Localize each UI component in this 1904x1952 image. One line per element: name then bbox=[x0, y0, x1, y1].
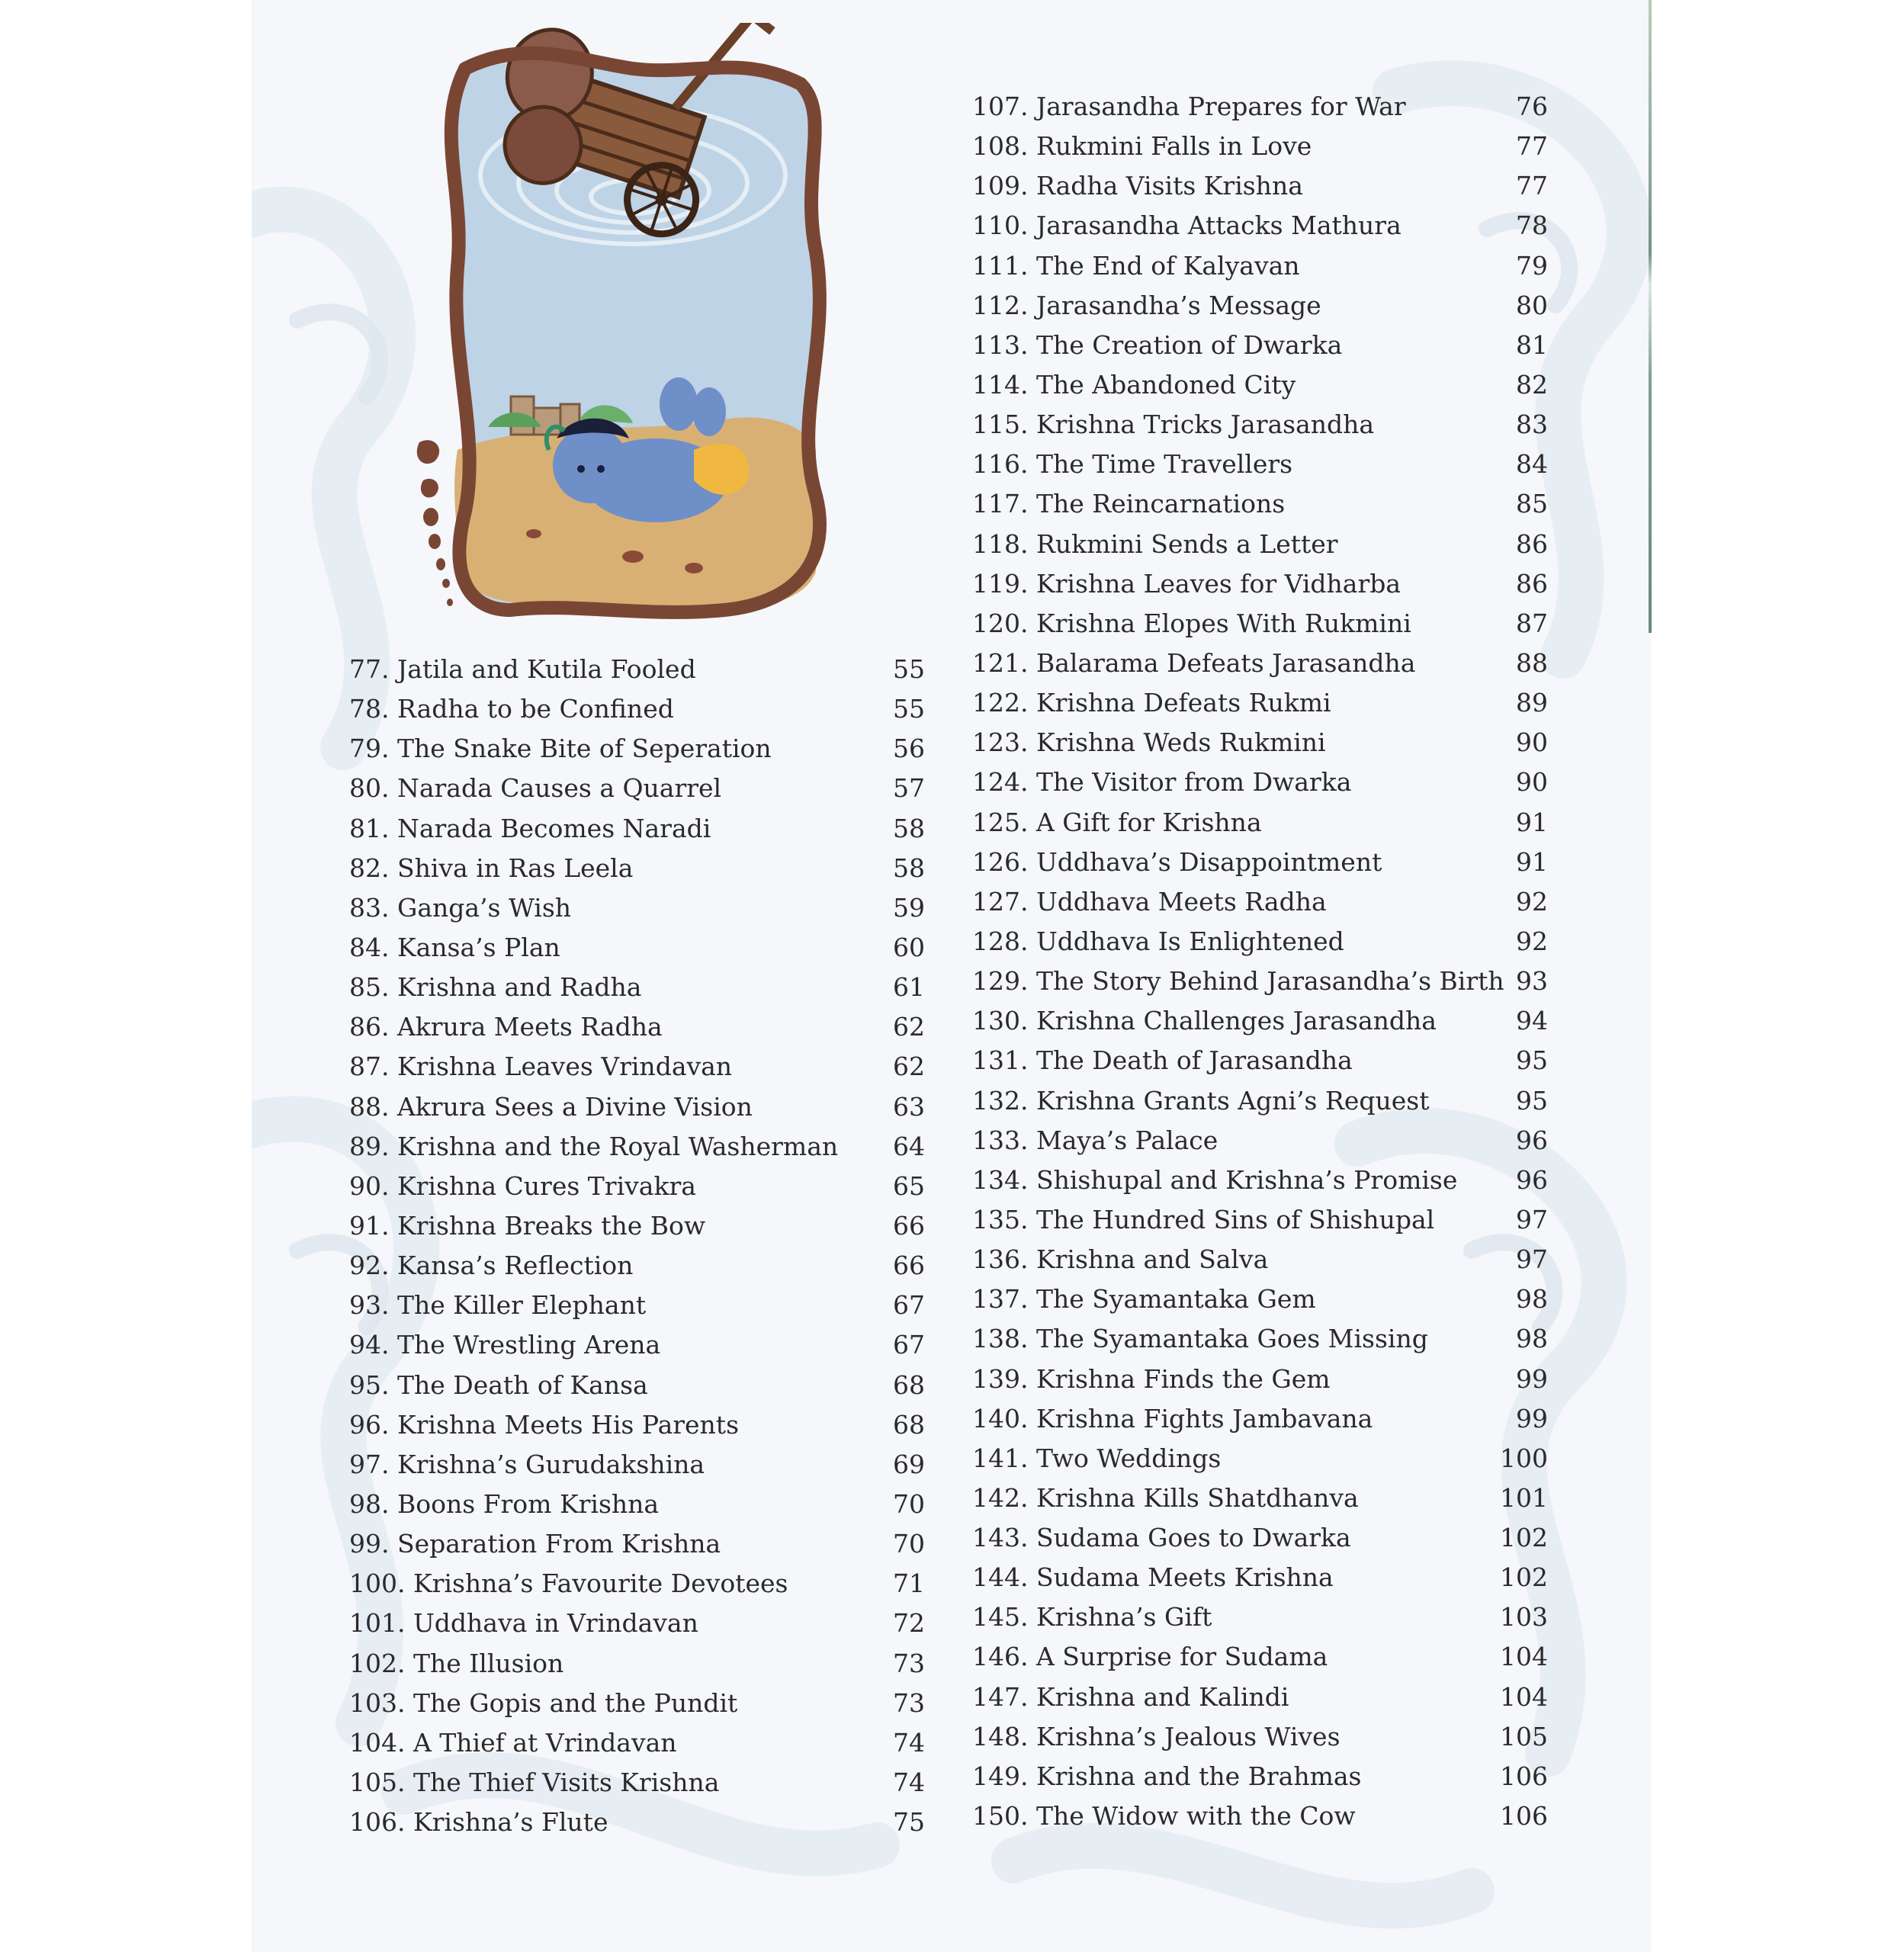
toc-entry-page: 103 bbox=[1500, 1602, 1548, 1633]
toc-entry-page: 61 bbox=[893, 972, 925, 1003]
toc-entry-title: 141. Two Weddings bbox=[972, 1443, 1222, 1473]
toc-entry-page: 87 bbox=[1516, 608, 1548, 638]
toc-entry bbox=[972, 843, 1548, 882]
toc-entry bbox=[972, 1478, 1548, 1518]
toc-entry-page: 80 bbox=[1516, 290, 1548, 320]
toc-entry bbox=[972, 1360, 1548, 1399]
toc-entry bbox=[349, 769, 925, 808]
toc-entry-page: 99 bbox=[1516, 1403, 1548, 1434]
toc-entry bbox=[349, 1286, 925, 1325]
toc-entry bbox=[349, 1723, 925, 1763]
toc-entry-title: 139. Krishna Finds the Gem bbox=[972, 1363, 1331, 1394]
toc-entry-page: 71 bbox=[893, 1568, 925, 1599]
toc-entry bbox=[972, 683, 1548, 723]
toc-entry-title: 101. Uddhava in Vrindavan bbox=[349, 1608, 698, 1639]
toc-entry-title: 91. Krishna Breaks the Bow bbox=[349, 1210, 706, 1241]
toc-entry bbox=[972, 803, 1548, 843]
toc-entry bbox=[349, 1604, 925, 1643]
toc-entry-title: 149. Krishna and the Brahmas bbox=[972, 1761, 1362, 1791]
toc-entry bbox=[972, 1597, 1548, 1637]
toc-entry-title: 107. Jarasandha Prepares for War bbox=[972, 92, 1406, 121]
toc-entry bbox=[972, 127, 1548, 166]
toc-entry-page: 78 bbox=[1516, 210, 1548, 241]
toc-entry-title: 110. Jarasandha Attacks Mathura bbox=[972, 210, 1402, 241]
toc-entry-page: 84 bbox=[1516, 449, 1548, 480]
toc-entry bbox=[972, 1558, 1548, 1597]
toc-entry-page: 58 bbox=[893, 813, 925, 843]
toc-entry-title: 117. The Reincarnations bbox=[972, 489, 1286, 519]
toc-entry bbox=[349, 1246, 925, 1286]
toc-entry-title: 97. Krishna’s Gurudakshina bbox=[349, 1449, 705, 1479]
toc-entry bbox=[349, 1445, 925, 1485]
toc-entry-page: 96 bbox=[1516, 1164, 1548, 1195]
toc-entry bbox=[349, 1485, 925, 1524]
toc-entry bbox=[972, 604, 1548, 644]
toc-entry-title: 89. Krishna and the Royal Washerman bbox=[349, 1131, 839, 1161]
toc-entry-title: 79. The Snake Bite of Seperation bbox=[349, 734, 772, 764]
toc-entry-page: 57 bbox=[893, 773, 925, 804]
toc-entry-title: 129. The Story Behind Jarasandha’s Birth bbox=[972, 966, 1504, 997]
toc-entry bbox=[349, 1047, 925, 1087]
toc-entry-title: 109. Radha Visits Krishna bbox=[972, 171, 1303, 201]
toc-entry bbox=[972, 723, 1548, 762]
toc-entry-title: 128. Uddhava Is Enlightened bbox=[972, 926, 1344, 956]
toc-entry bbox=[349, 1167, 925, 1206]
toc-entry-page: 99 bbox=[1516, 1363, 1548, 1394]
toc-entry-title: 122. Krishna Defeats Rukmi bbox=[972, 688, 1331, 718]
toc-entry-page: 62 bbox=[893, 1012, 925, 1042]
toc-entry bbox=[972, 405, 1548, 445]
toc-entry-page: 101 bbox=[1500, 1482, 1548, 1513]
toc-entry-title: 83. Ganga’s Wish bbox=[349, 892, 572, 923]
toc-entry-title: 80. Narada Causes a Quarrel bbox=[349, 773, 722, 804]
toc-entry-page: 100 bbox=[1500, 1443, 1548, 1473]
toc-entry-title: 98. Boons From Krishna bbox=[349, 1488, 660, 1519]
toc-column-right bbox=[972, 87, 1548, 1836]
toc-entry-title: 92. Kansa’s Reflection bbox=[349, 1250, 634, 1281]
toc-entry-page: 74 bbox=[893, 1767, 925, 1797]
toc-entry-title: 135. The Hundred Sins of Shishupal bbox=[972, 1204, 1435, 1234]
toc-entry-page: 95 bbox=[1516, 1045, 1548, 1076]
toc-entry bbox=[972, 365, 1548, 405]
toc-entry-page: 97 bbox=[1516, 1204, 1548, 1234]
toc-entry-title: 81. Narada Becomes Naradi bbox=[349, 813, 711, 843]
toc-entry-page: 59 bbox=[893, 892, 925, 923]
toc-entry-page: 96 bbox=[1516, 1125, 1548, 1155]
toc-entry-title: 118. Rukmini Sends a Letter bbox=[972, 528, 1338, 559]
toc-entry bbox=[972, 206, 1548, 246]
toc-entry-page: 104 bbox=[1500, 1681, 1548, 1712]
toc-entry-page: 72 bbox=[893, 1608, 925, 1639]
toc-entry-title: 82. Shiva in Ras Leela bbox=[349, 852, 634, 883]
toc-entry-title: 108. Rukmini Falls in Love bbox=[972, 131, 1312, 162]
toc-entry bbox=[349, 1684, 925, 1723]
toc-entry-title: 106. Krishna’s Flute bbox=[349, 1807, 608, 1838]
toc-entry-title: 88. Akrura Sees a Divine Vision bbox=[349, 1091, 753, 1122]
toc-entry-title: 124. The Visitor from Dwarka bbox=[972, 767, 1352, 798]
toc-entry bbox=[972, 1637, 1548, 1677]
toc-entry-title: 111. The End of Kalyavan bbox=[972, 250, 1300, 281]
toc-entry bbox=[972, 1041, 1548, 1080]
toc-entry bbox=[972, 87, 1548, 127]
toc-entry-page: 62 bbox=[893, 1051, 925, 1082]
toc-entry-title: 142. Krishna Kills Shatdhanva bbox=[972, 1482, 1359, 1513]
toc-entry-title: 147. Krishna and Kalindi bbox=[972, 1681, 1289, 1712]
toc-entry-page: 93 bbox=[1516, 966, 1548, 997]
toc-entry-page: 70 bbox=[893, 1488, 925, 1519]
toc-entry bbox=[972, 445, 1548, 484]
toc-entry-title: 99. Separation From Krishna bbox=[349, 1529, 721, 1559]
toc-entry-title: 144. Sudama Meets Krishna bbox=[972, 1562, 1334, 1593]
toc-entry-title: 132. Krishna Grants Agni’s Request bbox=[972, 1085, 1430, 1116]
toc-entry-page: 91 bbox=[1516, 807, 1548, 837]
page-edge-strip bbox=[1649, 0, 1652, 633]
toc-entry bbox=[349, 689, 925, 729]
toc-entry bbox=[972, 484, 1548, 524]
toc-entry bbox=[972, 525, 1548, 564]
toc-entry-page: 81 bbox=[1516, 329, 1548, 360]
toc-entry-page: 79 bbox=[1516, 250, 1548, 281]
toc-entry-title: 114. The Abandoned City bbox=[972, 369, 1296, 400]
toc-entry-title: 140. Krishna Fights Jambavana bbox=[972, 1403, 1373, 1434]
toc-entry-title: 125. A Gift for Krishna bbox=[972, 807, 1262, 837]
toc-entry-page: 97 bbox=[1516, 1244, 1548, 1275]
toc-entry bbox=[349, 729, 925, 769]
toc-entry bbox=[349, 849, 925, 888]
toc-entry bbox=[349, 1564, 925, 1604]
toc-entry-page: 102 bbox=[1500, 1523, 1548, 1553]
toc-entry-page: 98 bbox=[1516, 1284, 1548, 1315]
toc-entry bbox=[972, 1121, 1548, 1161]
toc-entry-title: 133. Maya’s Palace bbox=[972, 1125, 1218, 1155]
toc-entry-page: 69 bbox=[893, 1449, 925, 1479]
toc-entry-title: 146. A Surprise for Sudama bbox=[972, 1642, 1328, 1672]
toc-entry-title: 131. The Death of Jarasandha bbox=[972, 1045, 1353, 1076]
toc-entry-page: 63 bbox=[893, 1091, 925, 1122]
toc-entry-page: 91 bbox=[1516, 846, 1548, 877]
toc-entry bbox=[972, 644, 1548, 683]
toc-entry bbox=[349, 1325, 925, 1365]
toc-entry bbox=[972, 882, 1548, 922]
toc-entry-page: 65 bbox=[893, 1170, 925, 1201]
toc-entry-page: 70 bbox=[893, 1529, 925, 1559]
toc-entry-title: 86. Akrura Meets Radha bbox=[349, 1012, 663, 1042]
toc-entry-page: 68 bbox=[893, 1409, 925, 1440]
toc-entry-title: 116. The Time Travellers bbox=[972, 449, 1293, 480]
toc-entry bbox=[972, 246, 1548, 286]
toc-entry-page: 56 bbox=[893, 734, 925, 764]
toc-entry bbox=[972, 762, 1548, 802]
toc-entry-page: 77 bbox=[1516, 131, 1548, 162]
toc-entry bbox=[972, 962, 1548, 1001]
toc-entry-page: 98 bbox=[1516, 1324, 1548, 1354]
toc-entry bbox=[972, 1757, 1548, 1796]
toc-entry bbox=[972, 1717, 1548, 1757]
toc-entry bbox=[972, 922, 1548, 962]
toc-column-left bbox=[349, 650, 925, 1842]
toc-entry-page: 88 bbox=[1516, 647, 1548, 678]
toc-entry bbox=[972, 1081, 1548, 1121]
toc-entry bbox=[972, 286, 1548, 326]
toc-entry bbox=[972, 1319, 1548, 1359]
toc-entry bbox=[972, 1279, 1548, 1319]
toc-entry-page: 55 bbox=[893, 694, 925, 724]
toc-entry bbox=[349, 968, 925, 1007]
toc-entry bbox=[349, 928, 925, 968]
toc-entry-page: 60 bbox=[893, 932, 925, 962]
toc-entry-title: 100. Krishna’s Favourite Devotees bbox=[349, 1568, 788, 1599]
toc-entry-page: 106 bbox=[1500, 1761, 1548, 1791]
toc-entry bbox=[349, 1763, 925, 1803]
toc-entry-title: 113. The Creation of Dwarka bbox=[972, 329, 1343, 360]
toc-entry-title: 103. The Gopis and the Pundit bbox=[349, 1687, 738, 1718]
toc-entry-title: 138. The Syamantaka Goes Missing bbox=[972, 1324, 1428, 1354]
toc-entry bbox=[972, 1439, 1548, 1478]
toc-entry-page: 102 bbox=[1500, 1562, 1548, 1593]
toc-entry-page: 85 bbox=[1516, 489, 1548, 519]
toc-entry-title: 90. Krishna Cures Trivakra bbox=[349, 1170, 696, 1201]
toc-entry bbox=[972, 564, 1548, 604]
toc-entry-page: 66 bbox=[893, 1250, 925, 1281]
toc-entry-title: 120. Krishna Elopes With Rukmini bbox=[972, 608, 1411, 638]
toc-entry-title: 105. The Thief Visits Krishna bbox=[349, 1767, 720, 1797]
toc-entry bbox=[349, 1087, 925, 1127]
toc-entry bbox=[349, 1524, 925, 1564]
toc-entry bbox=[349, 888, 925, 928]
toc-entry-title: 85. Krishna and Radha bbox=[349, 972, 642, 1003]
toc-entry-title: 121. Balarama Defeats Jarasandha bbox=[972, 647, 1416, 678]
toc-entry bbox=[349, 1803, 925, 1842]
toc-entry-title: 84. Kansa’s Plan bbox=[349, 932, 560, 962]
toc-entry-page: 67 bbox=[893, 1290, 925, 1321]
toc-entry-page: 92 bbox=[1516, 926, 1548, 956]
toc-entry-title: 126. Uddhava’s Disappointment bbox=[972, 846, 1382, 877]
toc-entry-title: 112. Jarasandha’s Message bbox=[972, 290, 1321, 320]
toc-entry-title: 123. Krishna Weds Rukmini bbox=[972, 727, 1326, 758]
toc-entry-title: 134. Shishupal and Krishna’s Promise bbox=[972, 1164, 1458, 1195]
toc-entry-page: 67 bbox=[893, 1330, 925, 1360]
toc-entry bbox=[972, 1518, 1548, 1558]
toc-entry-title: 87. Krishna Leaves Vrindavan bbox=[349, 1051, 733, 1082]
toc-entry bbox=[349, 1206, 925, 1246]
toc-entry bbox=[349, 1405, 925, 1445]
toc-entry-title: 95. The Death of Kansa bbox=[349, 1369, 648, 1400]
toc-entry-page: 73 bbox=[893, 1687, 925, 1718]
toc-entry bbox=[972, 326, 1548, 365]
toc-entry-page: 58 bbox=[893, 852, 925, 883]
toc-entry-title: 77. Jatila and Kutila Fooled bbox=[349, 654, 696, 684]
toc-entry bbox=[972, 1200, 1548, 1240]
toc-entry bbox=[972, 1001, 1548, 1041]
toc-entry-title: 136. Krishna and Salva bbox=[972, 1244, 1269, 1275]
toc-entry-title: 130. Krishna Challenges Jarasandha bbox=[972, 1006, 1437, 1036]
toc-entry bbox=[972, 1678, 1548, 1717]
toc-entry bbox=[349, 650, 925, 689]
toc-entry-page: 66 bbox=[893, 1210, 925, 1241]
toc-entry-title: 96. Krishna Meets His Parents bbox=[349, 1409, 740, 1440]
toc-entry bbox=[972, 1796, 1548, 1836]
toc-entry-page: 73 bbox=[893, 1648, 925, 1678]
toc-entry-page: 77 bbox=[1516, 171, 1548, 201]
toc-entry-page: 74 bbox=[893, 1727, 925, 1758]
toc-entry-title: 148. Krishna’s Jealous Wives bbox=[972, 1721, 1341, 1751]
toc-entry bbox=[972, 1399, 1548, 1439]
toc-entry bbox=[349, 1644, 925, 1684]
toc-entry-page: 75 bbox=[893, 1807, 925, 1838]
toc-entry-page: 76 bbox=[1516, 92, 1548, 121]
toc-entry-title: 102. The Illusion bbox=[349, 1648, 564, 1678]
toc-entry bbox=[349, 1127, 925, 1167]
toc-entry-page: 68 bbox=[893, 1369, 925, 1400]
toc-entry-page: 55 bbox=[893, 654, 925, 684]
toc-entry-page: 86 bbox=[1516, 528, 1548, 559]
toc-entry bbox=[972, 166, 1548, 206]
toc-entry-title: 150. The Widow with the Cow bbox=[972, 1801, 1356, 1832]
toc-entry-page: 104 bbox=[1500, 1642, 1548, 1672]
toc-entry-page: 105 bbox=[1500, 1721, 1548, 1751]
toc-entry bbox=[349, 809, 925, 849]
toc-entry-title: 115. Krishna Tricks Jarasandha bbox=[972, 409, 1375, 440]
toc-entry-page: 86 bbox=[1516, 568, 1548, 599]
toc-entry bbox=[349, 1366, 925, 1405]
toc-entry-page: 92 bbox=[1516, 886, 1548, 917]
toc-entry-title: 104. A Thief at Vrindavan bbox=[349, 1727, 677, 1758]
toc-entry-title: 127. Uddhava Meets Radha bbox=[972, 886, 1327, 917]
toc-entry-title: 119. Krishna Leaves for Vidharba bbox=[972, 568, 1402, 599]
toc-entry-page: 90 bbox=[1516, 727, 1548, 758]
toc-entry bbox=[349, 1007, 925, 1047]
toc-entry-title: 137. The Syamantaka Gem bbox=[972, 1284, 1316, 1315]
toc-entry-page: 82 bbox=[1516, 369, 1548, 400]
toc-entry-title: 94. The Wrestling Arena bbox=[349, 1330, 661, 1360]
toc-entry-page: 94 bbox=[1516, 1006, 1548, 1036]
toc-entry-title: 78. Radha to be Confined bbox=[349, 694, 674, 724]
toc-entry-page: 64 bbox=[893, 1131, 925, 1161]
toc-entry-title: 145. Krishna’s Gift bbox=[972, 1602, 1212, 1633]
toc-entry-title: 143. Sudama Goes to Dwarka bbox=[972, 1523, 1351, 1553]
baby-krishna-illustration bbox=[404, 23, 831, 633]
toc-entry-page: 106 bbox=[1500, 1801, 1548, 1832]
toc-entry-page: 95 bbox=[1516, 1085, 1548, 1116]
toc-entry bbox=[972, 1240, 1548, 1279]
toc-entry bbox=[972, 1161, 1548, 1200]
toc-entry-page: 83 bbox=[1516, 409, 1548, 440]
toc-entry-page: 90 bbox=[1516, 767, 1548, 798]
toc-entry-title: 93. The Killer Elephant bbox=[349, 1290, 647, 1321]
toc-entry-page: 89 bbox=[1516, 688, 1548, 718]
